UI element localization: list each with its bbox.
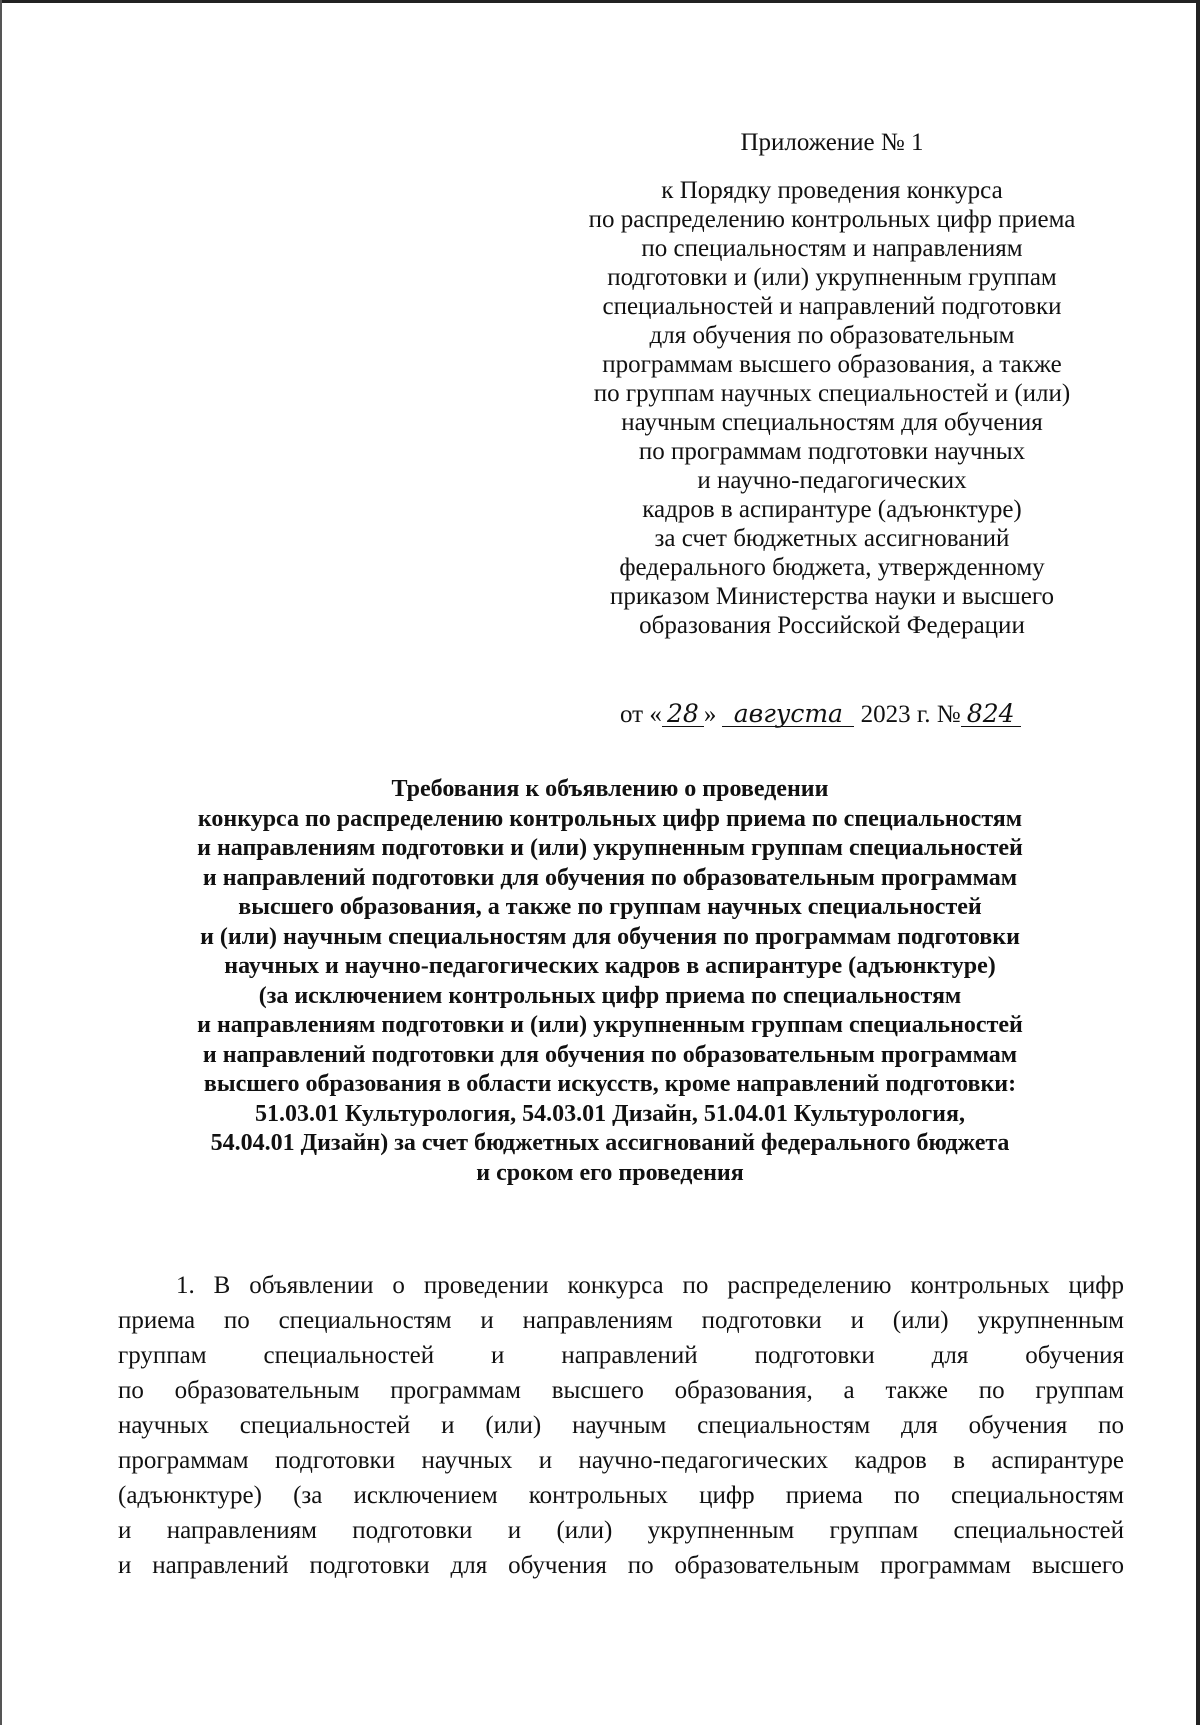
page-edge-right [1196,0,1200,1725]
appendix-line: по группам научных специальностей и (или) [593,380,1071,407]
appendix-line: образования Российской Федерации [639,612,1025,639]
appendix-line: по распределению контрольных цифр приема [588,206,1076,233]
body-line: (адъюнктуре) (за исключением контрольных цифр приема по специальностям [118,1482,1124,1509]
appendix-line: научным специальностям для обучения [621,409,1043,436]
order-date-line [620,700,1070,730]
handwritten-month: августа [722,701,854,727]
body-line: 1. В объявлении о проведении конкурса по распределению контрольных цифр [176,1272,1124,1299]
title-line: и направлениям подготовки и (или) укрупненным группам специальностей [197,1012,1023,1038]
appendix-line: федерального бюджета, утвержденному [619,554,1045,581]
appendix-number: Приложение № 1 [740,129,924,156]
title-line: высшего образования в области искусств, кроме направлений подготовки: [203,1071,1017,1097]
appendix-line: за счет бюджетных ассигнований [654,525,1010,552]
document-title [110,775,1110,1188]
title-line: конкурса по распределению контрольных цифр приема по специальностям [197,805,1023,832]
title-line: и направлений подготовки для обучения по образовательным программам [202,1041,1018,1068]
title-line: и направлениям подготовки и (или) укрупненным группам специальностей [197,835,1023,861]
body-paragraph [118,1268,1124,1583]
appendix-line: программам высшего образования, а также [602,351,1062,378]
body-line: по образовательным программам высшего образования, а также по группам [118,1377,1124,1404]
body-line: группам специальностей и направлений подготовки для обучения [118,1342,1124,1369]
appendix-line: подготовки и (или) укрупненным группам [607,264,1057,291]
title-line: (за исключением контрольных цифр приема по специальностям [258,982,962,1009]
appendix-line: к Порядку проведения конкурса [661,177,1003,204]
page-edge-top [0,0,1200,3]
title-line: 54.04.01 Дизайн) за счет бюджетных ассигнований федерального бюджета [210,1130,1010,1156]
body-line: и направлениям подготовки и (или) укрупненным группам специальностей [118,1517,1124,1544]
appendix-line: по программам подготовки научных [638,438,1026,465]
appendix-line: для обучения по образовательным [649,322,1015,349]
body-line: научных специальностей и (или) научным специальностям для обучения по [118,1412,1124,1439]
title-line: и (или) научным специальностям для обучения по программам подготовки [200,923,1020,950]
page-edge-left [0,0,2,1725]
handwritten-order-number: 824 [961,701,1021,727]
title-line: Требования к объявлению о проведении [391,776,829,802]
title-line: и направлений подготовки для обучения по образовательным программам [202,864,1018,891]
appendix-line: и научно-педагогических [697,467,967,494]
title-line: 51.03.01 Культурология, 54.03.01 Дизайн, 51.04.01 Культурология, [255,1100,965,1127]
appendix-reference [556,176,1108,640]
date-mid: » [703,701,717,728]
body-line: программам подготовки научных и научно-педагогических кадров в аспирантуре [118,1447,1124,1474]
title-line: и сроком его проведения [476,1159,744,1186]
body-line: и направлений подготовки для обучения по образовательным программам высшего [118,1552,1124,1579]
appendix-line: по специальностям и направлениям [641,235,1023,262]
appendix-line: кадров в аспирантуре (адъюнктуре) [642,496,1022,523]
date-year: 2023 г. № [860,701,961,728]
appendix-line: специальностей и направлений подготовки [602,293,1062,320]
date-prefix: от « [620,701,662,728]
appendix-line: приказом Министерства науки и высшего [609,583,1055,610]
body-line: приема по специальностям и направлениям подготовки и (или) укрупненным [118,1307,1124,1334]
handwritten-day: 28 [662,701,704,727]
title-line: высшего образования, а также по группам научных специальностей [238,894,982,920]
title-line: научных и научно-педагогических кадров в аспирантуре (адъюнктуре) [224,953,996,979]
